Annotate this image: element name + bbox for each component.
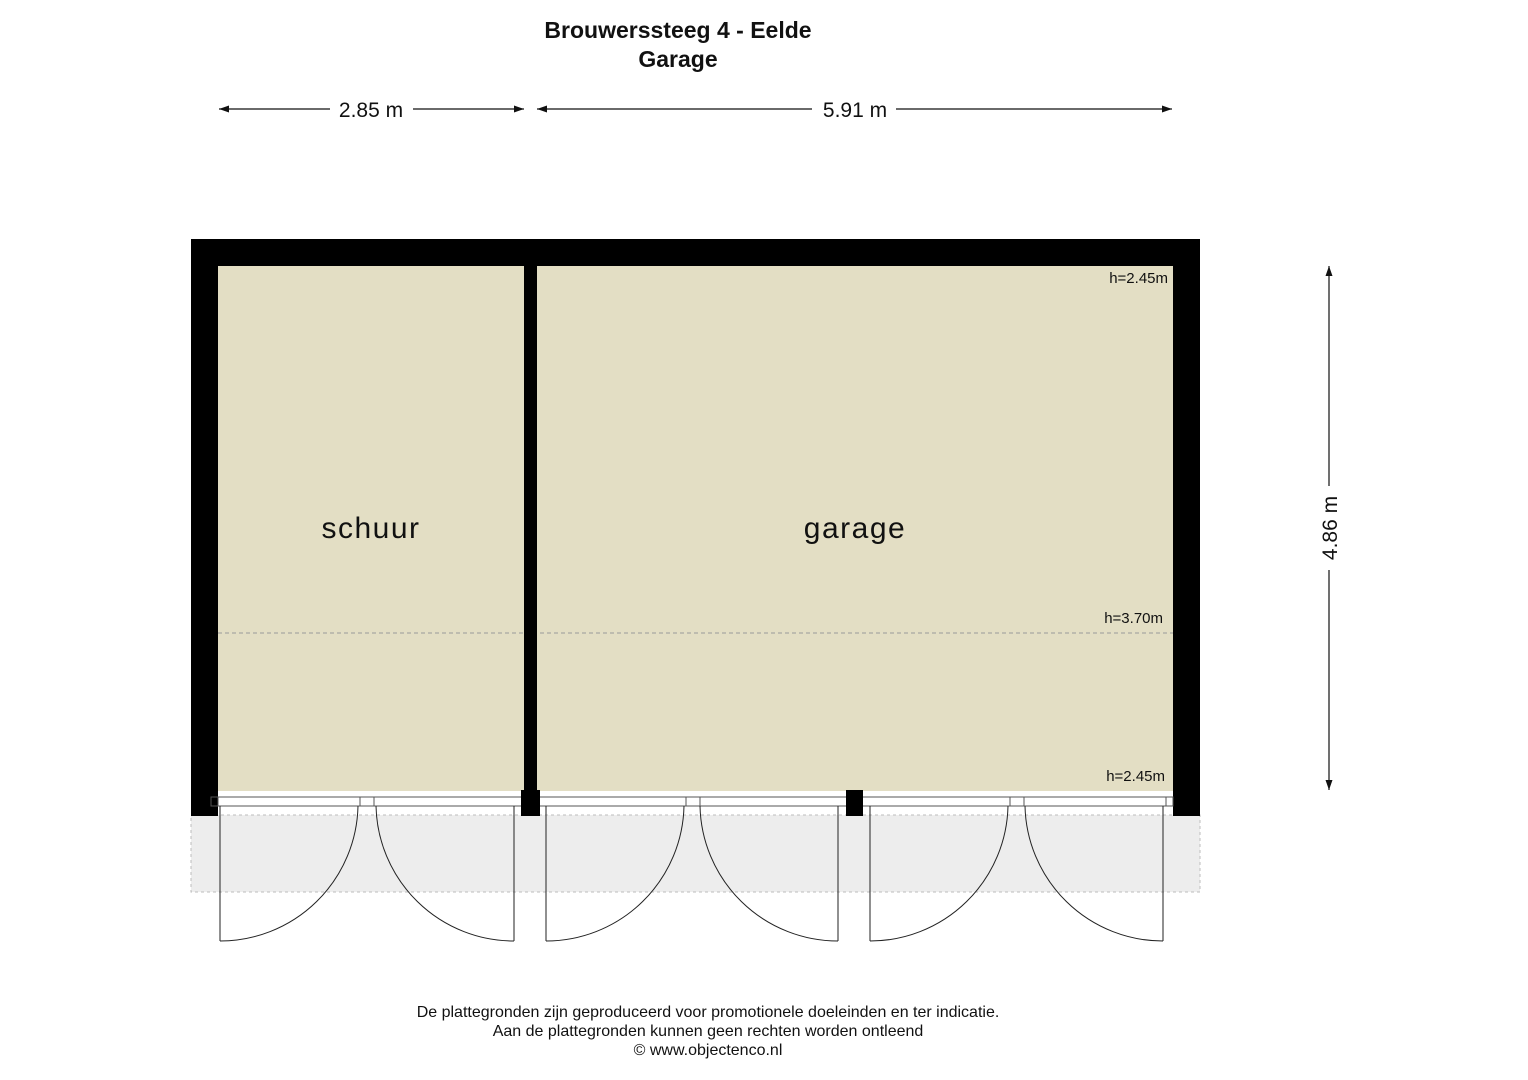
pillar-garage	[846, 790, 863, 816]
dimension-width-garage	[537, 99, 1172, 122]
door-frames	[211, 797, 1173, 806]
height-label-front: h=2.45m	[1106, 768, 1165, 785]
footer-disclaimer-line1: De plattegronden zijn geproduceerd voor promotionele doeleinden en ter indicatie.	[416, 1004, 1000, 1021]
wall-partition	[524, 266, 537, 791]
footer-copyright: © www.objectenco.nl	[633, 1042, 783, 1059]
wall-back	[191, 239, 1200, 266]
height-label-ridge: h=3.70m	[1104, 610, 1163, 627]
dimension-width-schuur-label: 2.85 m	[338, 99, 404, 122]
dimension-depth-label: 4.86 m	[1319, 495, 1342, 561]
wall-right	[1173, 239, 1200, 816]
room-label-garage: garage	[803, 512, 907, 545]
height-label-back: h=2.45m	[1109, 270, 1168, 287]
wall-left	[191, 239, 218, 816]
plan-subtitle: Garage	[638, 46, 718, 72]
pillar-middle	[521, 790, 540, 816]
dimension-width-schuur	[219, 99, 524, 122]
plan-address-title: Brouwerssteeg 4 - Eelde	[544, 17, 812, 43]
footer-disclaimer-line2: Aan de plattegronden kunnen geen rechten worden ontleend	[492, 1023, 924, 1040]
dimension-width-garage-label: 5.91 m	[822, 99, 888, 122]
room-label-schuur: schuur	[321, 512, 421, 545]
dimension-depth	[1319, 266, 1342, 790]
